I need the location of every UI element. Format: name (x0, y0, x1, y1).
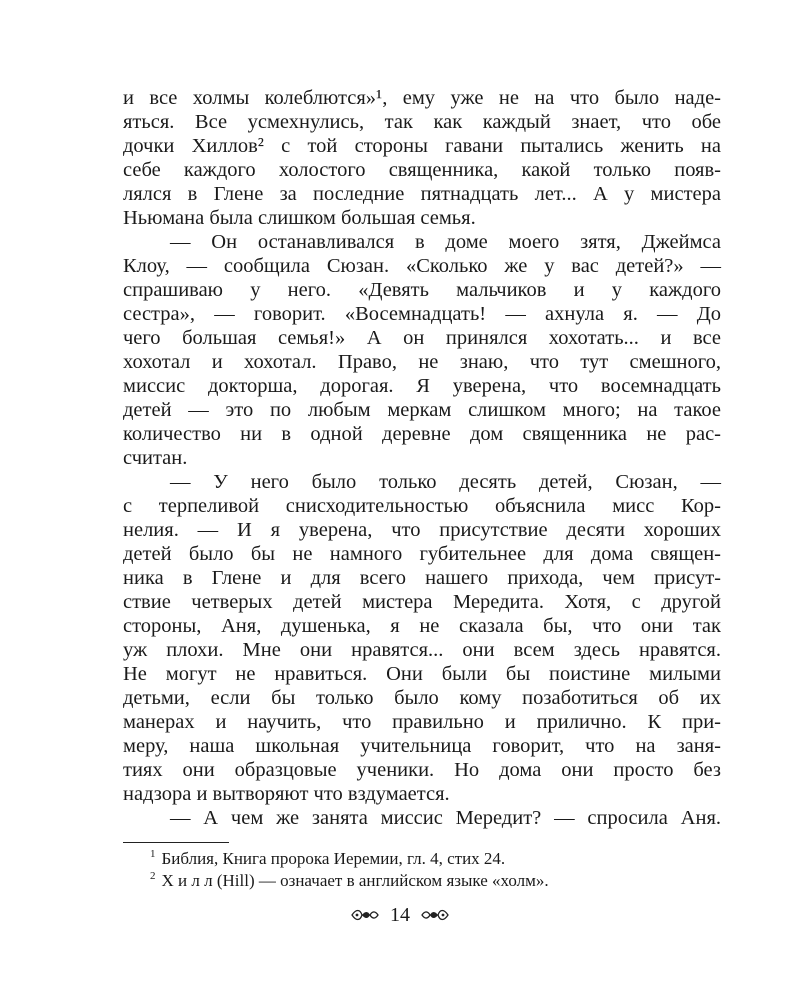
text-line: манерах и научить, что правильно и прилично. К при- (123, 711, 721, 733)
text-line: и все холмы колеблются»¹, ему уже не на что было наде- (123, 87, 721, 109)
footnote-text: Х и л л (Hill) — означает в английском языке «холм». (161, 871, 549, 890)
text-line: надзора и вытворяют что вздумается. (123, 783, 450, 805)
text-line: стороны, Аня, душенька, я не сказала бы, что они так (123, 615, 721, 637)
text-line: себе каждого холостого священника, какой только появ- (123, 159, 721, 181)
footnote (150, 848, 549, 870)
text-line: тиях они образцовые ученики. Но дома они просто без (123, 759, 721, 781)
footnote-separator (123, 842, 229, 843)
footnote-number: 1 (150, 848, 156, 861)
footnote-text: Библия, Книга пророка Иеремии, гл. 4, стих 24. (161, 849, 506, 868)
footnotes (150, 848, 549, 892)
page-number: 14 (390, 903, 410, 926)
text-line: уж плохи. Мне они нравятся... они всем здесь нравятся. (123, 639, 721, 661)
floral-ornament-icon (350, 907, 380, 923)
page-footer (0, 900, 800, 930)
text-line: хохотал и хохотал. Право, не знаю, что тут смешного, (123, 351, 721, 373)
text-line: сестра», — говорит. «Восемнадцать! — ахнула я. — До (123, 303, 721, 325)
text-line: ника в Глене и для всего нашего прихода, чем присут- (123, 567, 721, 589)
text-line: детей — это по любым меркам слишком много; на такое (123, 399, 721, 421)
footnote-number: 2 (150, 870, 156, 883)
footnote (150, 870, 549, 892)
text-line: детей было бы не намного губительнее для дома священ- (123, 543, 721, 565)
text-line: с терпеливой снисходительностью объяснила мисс Кор- (123, 495, 721, 517)
text-line: нелия. — И я уверена, что присутствие десяти хороших (123, 519, 721, 541)
text-line: детьми, если бы только было кому позаботиться об их (123, 687, 721, 709)
text-line: яться. Все усмехнулись, так как каждый знает, что обе (123, 111, 721, 133)
text-line: чего большая семья!» А он принялся хохотать... и все (123, 327, 721, 349)
floral-ornament-icon (420, 907, 450, 923)
text-line: Ньюмана была слишком большая семья. (123, 207, 476, 229)
text-line: считан. (123, 447, 188, 469)
text-line: миссис докторша, дорогая. Я уверена, что восемнадцать (123, 375, 721, 397)
text-line: количество ни в одной деревне дом священника не рас- (123, 423, 721, 445)
text-line: — Он останавливался в доме моего зятя, Джеймса (170, 231, 721, 253)
text-line: лялся в Глене за последние пятнадцать лет... А у мистера (123, 183, 721, 205)
text-line: дочки Хиллов² с той стороны гавани пытались женить на (123, 135, 721, 157)
text-line: Не могут не нравиться. Они были бы поистине милыми (123, 663, 721, 685)
text-line: ствие четверых детей мистера Мередита. Хотя, с другой (123, 591, 721, 613)
text-line: спрашиваю у него. «Девять мальчиков и у каждого (123, 279, 721, 301)
text-line: — А чем же занята миссис Мередит? — спросила Аня. (170, 807, 721, 829)
body-text (123, 86, 721, 830)
text-line: Клоу, — сообщила Сюзан. «Сколько же у вас детей?» — (123, 255, 721, 277)
text-line: меру, наша школьная учительница говорит, что на заня- (123, 735, 721, 757)
text-line: — У него было только десять детей, Сюзан, — (170, 471, 721, 493)
